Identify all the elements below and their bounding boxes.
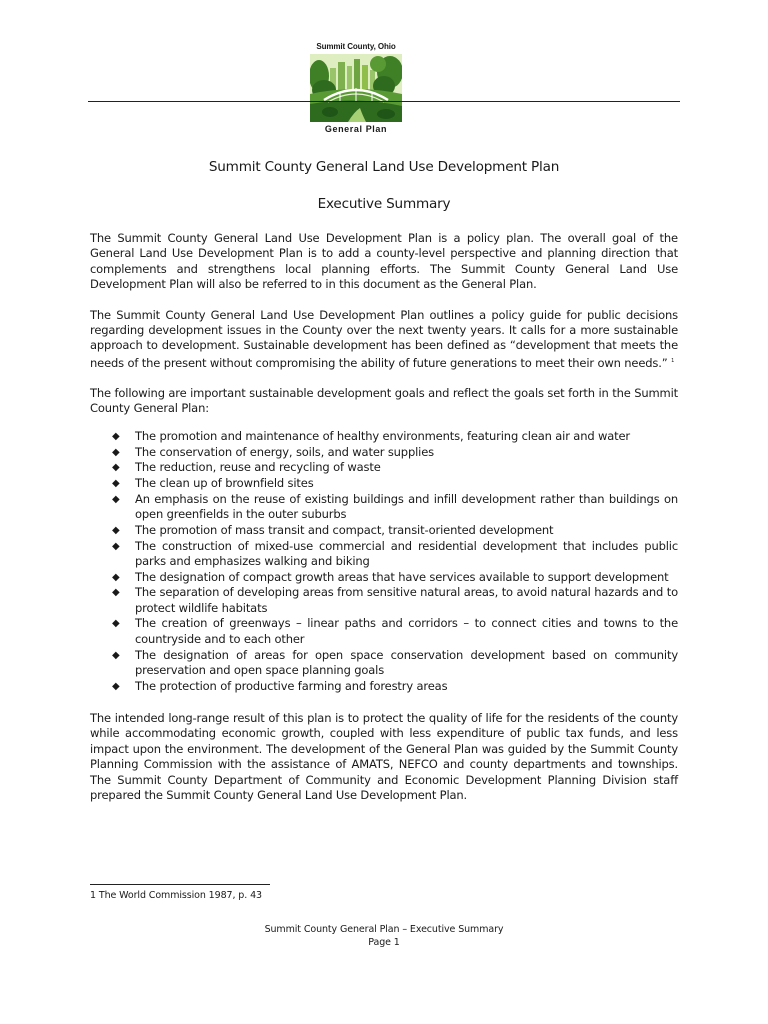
footnote-reference[interactable]: 1 — [671, 357, 675, 364]
goals-list — [90, 429, 678, 694]
goal-text: The designation of compact growth areas that have services available to support development — [135, 569, 669, 584]
diamond-bullet-icon: ◆ — [112, 649, 120, 661]
diamond-bullet-icon: ◆ — [112, 618, 120, 630]
goal-list-item — [90, 539, 678, 570]
goal-text: The clean up of brownfield sites — [135, 476, 314, 490]
goal-text: The promotion of mass transit and compact, transit-oriented development — [135, 522, 554, 537]
goal-list-item — [90, 570, 678, 585]
diamond-bullet-icon: ◆ — [112, 446, 120, 458]
diamond-bullet-icon: ◆ — [112, 524, 120, 536]
goal-text: The promotion and maintenance of healthy environments, featuring clean air and water — [135, 428, 631, 443]
goal-list-item — [90, 460, 678, 475]
diamond-bullet-icon: ◆ — [112, 478, 120, 489]
goal-list-item — [90, 585, 678, 616]
goal-list-item — [90, 476, 678, 491]
paragraph-policy-plan: The Summit County General Land Use Development Plan is a policy plan. The overall goal of the General Land Use Development Plan is to add a county-level perspective and planning direction that complements and strengthens local planning efforts. The Summit County General Land Use Development Plan will also be referred to in this document as the General Plan. — [90, 231, 678, 292]
goal-list-item — [90, 429, 678, 444]
document-subtitle: Executive Summary — [317, 196, 451, 212]
diamond-bullet-icon: ◆ — [112, 462, 120, 474]
diamond-bullet-icon: ◆ — [112, 571, 120, 583]
goal-text: The designation of areas for open space conservation development based on community preservation and open space planning goals — [135, 647, 678, 677]
body-content — [90, 231, 678, 820]
footer-document-title: Summit County General Plan – Executive Summary — [264, 924, 504, 935]
paragraph-sustainable-development — [90, 308, 678, 371]
goal-text: The conservation of energy, soils, and water supplies — [135, 444, 434, 459]
goal-text: The reduction, reuse and recycling of waste — [135, 460, 381, 475]
goal-text: An emphasis on the reuse of existing buildings and infill development rather than buildings on open greenfields in the outer suburbs — [135, 491, 678, 522]
diamond-bullet-icon: ◆ — [112, 680, 120, 692]
header-divider — [88, 101, 680, 102]
diamond-bullet-icon: ◆ — [112, 493, 120, 505]
logo-caption: General Plan — [324, 124, 388, 134]
diamond-bullet-icon: ◆ — [112, 430, 120, 442]
goal-list-item — [90, 648, 678, 679]
goal-text: The protection of productive farming and forestry areas — [135, 678, 448, 693]
diamond-bullet-icon: ◆ — [112, 587, 120, 599]
logo-landscape-illustration — [310, 54, 402, 122]
goal-list-item — [90, 492, 678, 523]
goal-list-item — [90, 523, 678, 538]
diamond-bullet-icon: ◆ — [112, 540, 120, 552]
goal-text: The construction of mixed-use commercial and residential development that includes public parks and emphasizes walking and biking — [135, 538, 678, 568]
general-plan-logo — [300, 42, 412, 134]
footnote-divider — [90, 884, 270, 885]
paragraph-long-range-result: The intended long-range result of this plan is to protect the quality of life for the residents of the county while accommodating economic growth, coupled with less expenditure of public tax funds, and less impact upon the environment. The development of the General Plan was guided by the Summit County Planning Commission with the assistance of AMATS, NEFCO and county departments and townships. The Summit County Department of Community and Economic Development Planning Division staff prepared the Summit County General Land Use Development Plan. — [90, 711, 678, 803]
footnote-text: 1 The World Commission 1987, p. 43 — [90, 890, 262, 901]
goal-text: The creation of greenways – linear paths and corridors – to connect cities and towns to the countryside and to each other — [135, 616, 678, 646]
footer-page-number: Page 1 — [368, 937, 400, 948]
paragraph-goals-intro: The following are important sustainable development goals and reflect the goals set forth in the Summit County General Plan: — [90, 386, 678, 416]
goal-list-item — [90, 679, 678, 694]
logo-county-text: Summit County, Ohio — [316, 42, 396, 51]
goal-list-item — [90, 616, 678, 647]
paragraph-sustainable-development-text: The Summit County General Land Use Development Plan outlines a policy guide for public decisions regarding development issues in the County over the next twenty years. It calls for a more sustainable approach to development. Sustainable development has been defined as “development that meets the needs of the present without compromising the ability of future generations to meet their own needs.” — [90, 307, 678, 370]
goal-list-item — [90, 445, 678, 460]
goal-text: The separation of developing areas from sensitive natural areas, to avoid natural hazards and to protect wildlife habitats — [135, 585, 678, 615]
document-title: Summit County General Land Use Development Plan — [208, 159, 560, 175]
